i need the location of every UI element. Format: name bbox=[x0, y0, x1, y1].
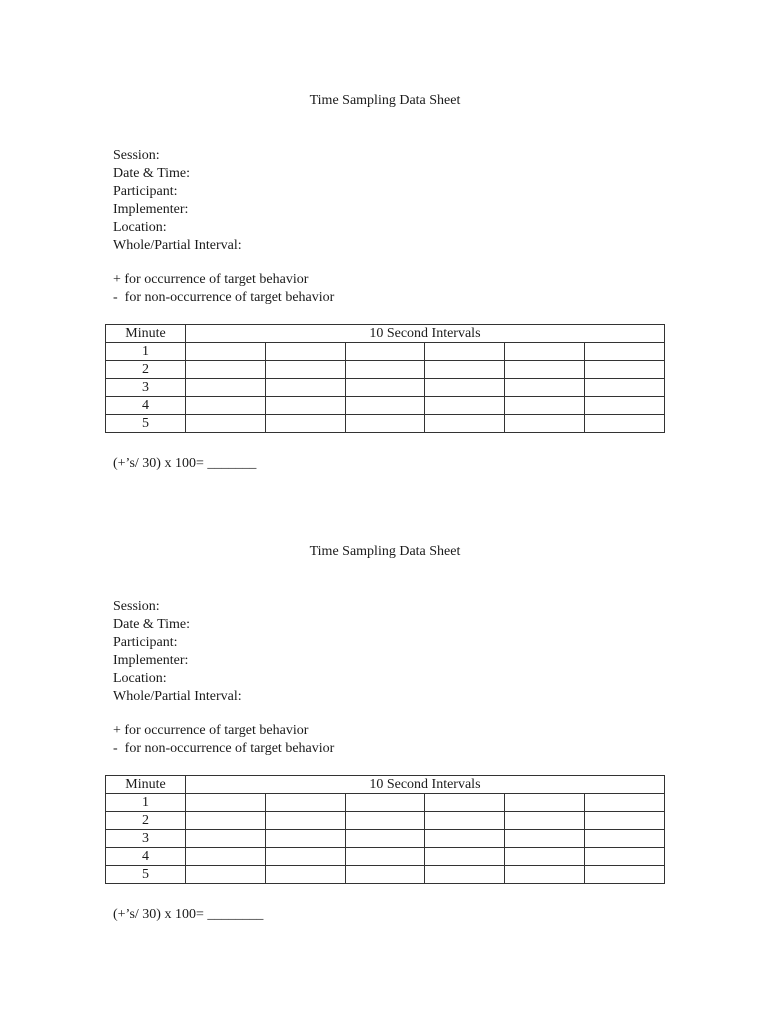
field-location: Location: bbox=[113, 671, 167, 686]
interval-cell[interactable] bbox=[425, 415, 505, 433]
table-header-row bbox=[106, 776, 665, 794]
minute-label: 2 bbox=[106, 361, 186, 379]
interval-cell[interactable] bbox=[186, 794, 266, 812]
interval-cell[interactable] bbox=[584, 866, 664, 884]
legend-non-occurrence: - for non-occurrence of target behavior bbox=[113, 290, 335, 305]
minute-header: Minute bbox=[106, 776, 186, 794]
interval-cell[interactable] bbox=[425, 866, 505, 884]
interval-cell[interactable] bbox=[265, 866, 345, 884]
minute-label: 3 bbox=[106, 379, 186, 397]
interval-cell[interactable] bbox=[584, 415, 664, 433]
intervals-header: 10 Second Intervals bbox=[186, 325, 665, 343]
interval-cell[interactable] bbox=[505, 379, 585, 397]
intervals-header: 10 Second Intervals bbox=[186, 776, 665, 794]
field-session: Session: bbox=[113, 599, 160, 614]
table-row bbox=[106, 343, 665, 361]
percentage-formula: (+’s/ 30) x 100= _______ bbox=[113, 456, 257, 471]
interval-cell[interactable] bbox=[425, 397, 505, 415]
interval-cell[interactable] bbox=[265, 794, 345, 812]
field-interval-type: Whole/Partial Interval: bbox=[113, 689, 242, 704]
legend-occurrence: + for occurrence of target behavior bbox=[113, 723, 309, 738]
interval-cell[interactable] bbox=[584, 379, 664, 397]
interval-cell[interactable] bbox=[186, 415, 266, 433]
table-row bbox=[106, 415, 665, 433]
session-fields bbox=[113, 598, 242, 706]
interval-cell[interactable] bbox=[505, 361, 585, 379]
field-implementer: Implementer: bbox=[113, 202, 189, 217]
field-participant: Participant: bbox=[113, 184, 178, 199]
percentage-formula: (+’s/ 30) x 100= ________ bbox=[113, 907, 264, 922]
minute-label: 4 bbox=[106, 848, 186, 866]
interval-cell[interactable] bbox=[425, 848, 505, 866]
scoring-legend bbox=[113, 271, 334, 307]
interval-cell[interactable] bbox=[584, 794, 664, 812]
interval-table bbox=[105, 324, 665, 433]
interval-cell[interactable] bbox=[186, 830, 266, 848]
legend-occurrence: + for occurrence of target behavior bbox=[113, 272, 309, 287]
interval-cell[interactable] bbox=[345, 415, 425, 433]
interval-cell[interactable] bbox=[186, 848, 266, 866]
interval-cell[interactable] bbox=[505, 812, 585, 830]
interval-cell[interactable] bbox=[265, 397, 345, 415]
minute-label: 3 bbox=[106, 830, 186, 848]
interval-cell[interactable] bbox=[505, 848, 585, 866]
minute-label: 1 bbox=[106, 794, 186, 812]
field-location: Location: bbox=[113, 220, 167, 235]
interval-cell[interactable] bbox=[345, 866, 425, 884]
interval-cell[interactable] bbox=[425, 830, 505, 848]
minute-label: 5 bbox=[106, 415, 186, 433]
table-header-row bbox=[106, 325, 665, 343]
minute-label: 1 bbox=[106, 343, 186, 361]
interval-cell[interactable] bbox=[345, 830, 425, 848]
minute-header: Minute bbox=[106, 325, 186, 343]
interval-cell[interactable] bbox=[584, 812, 664, 830]
interval-cell[interactable] bbox=[425, 343, 505, 361]
interval-cell[interactable] bbox=[265, 343, 345, 361]
interval-cell[interactable] bbox=[186, 866, 266, 884]
interval-cell[interactable] bbox=[425, 379, 505, 397]
interval-cell[interactable] bbox=[265, 848, 345, 866]
interval-cell[interactable] bbox=[186, 343, 266, 361]
minute-label: 2 bbox=[106, 812, 186, 830]
interval-cell[interactable] bbox=[265, 361, 345, 379]
scoring-legend bbox=[113, 722, 334, 758]
interval-cell[interactable] bbox=[425, 361, 505, 379]
interval-cell[interactable] bbox=[265, 379, 345, 397]
field-date-time: Date & Time: bbox=[113, 617, 191, 632]
table-row bbox=[106, 379, 665, 397]
interval-cell[interactable] bbox=[186, 361, 266, 379]
table-row bbox=[106, 812, 665, 830]
table-row bbox=[106, 830, 665, 848]
field-implementer: Implementer: bbox=[113, 653, 189, 668]
interval-cell[interactable] bbox=[425, 794, 505, 812]
field-session: Session: bbox=[113, 148, 160, 163]
interval-cell[interactable] bbox=[584, 848, 664, 866]
interval-cell[interactable] bbox=[345, 794, 425, 812]
interval-cell[interactable] bbox=[345, 812, 425, 830]
table-row bbox=[106, 361, 665, 379]
sheet-title: Time Sampling Data Sheet bbox=[309, 93, 461, 108]
legend-non-occurrence: - for non-occurrence of target behavior bbox=[113, 741, 335, 756]
field-interval-type: Whole/Partial Interval: bbox=[113, 238, 242, 253]
interval-cell[interactable] bbox=[186, 397, 266, 415]
interval-cell[interactable] bbox=[345, 343, 425, 361]
interval-cell[interactable] bbox=[265, 830, 345, 848]
interval-cell[interactable] bbox=[505, 830, 585, 848]
sheet-title: Time Sampling Data Sheet bbox=[309, 544, 461, 559]
interval-cell[interactable] bbox=[186, 379, 266, 397]
interval-cell[interactable] bbox=[584, 830, 664, 848]
interval-cell[interactable] bbox=[584, 361, 664, 379]
interval-cell[interactable] bbox=[425, 812, 505, 830]
session-fields bbox=[113, 147, 242, 255]
interval-cell[interactable] bbox=[345, 379, 425, 397]
interval-cell[interactable] bbox=[345, 848, 425, 866]
interval-cell[interactable] bbox=[505, 794, 585, 812]
interval-cell[interactable] bbox=[186, 812, 266, 830]
interval-table bbox=[105, 775, 665, 884]
interval-cell[interactable] bbox=[265, 415, 345, 433]
interval-cell[interactable] bbox=[345, 397, 425, 415]
interval-cell[interactable] bbox=[505, 343, 585, 361]
minute-label: 5 bbox=[106, 866, 186, 884]
table-row bbox=[106, 848, 665, 866]
field-date-time: Date & Time: bbox=[113, 166, 191, 181]
minute-label: 4 bbox=[106, 397, 186, 415]
interval-cell[interactable] bbox=[345, 361, 425, 379]
table-row bbox=[106, 397, 665, 415]
field-participant: Participant: bbox=[113, 635, 178, 650]
interval-cell[interactable] bbox=[265, 812, 345, 830]
table-row bbox=[106, 866, 665, 884]
interval-cell[interactable] bbox=[584, 397, 664, 415]
interval-cell[interactable] bbox=[584, 343, 664, 361]
interval-cell[interactable] bbox=[505, 415, 585, 433]
interval-cell[interactable] bbox=[505, 866, 585, 884]
table-row bbox=[106, 794, 665, 812]
interval-cell[interactable] bbox=[505, 397, 585, 415]
